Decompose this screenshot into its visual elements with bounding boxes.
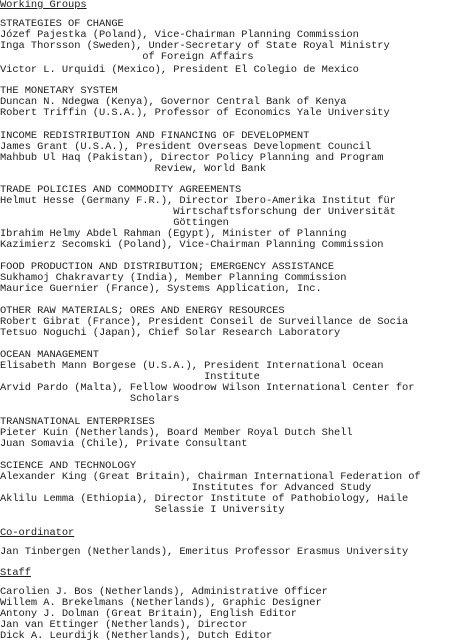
member-line: Robert Triffin (U.S.A.), Professor of Economics Yale University: [0, 107, 390, 119]
section-heading: SCIENCE AND TECHNOLOGY: [0, 460, 137, 472]
member-line-continuation: Institutes for Advanced Study: [0, 482, 372, 494]
member-line-continuation: Institute: [0, 371, 260, 383]
member-line: Elisabeth Mann Borgese (U.S.A.), President International Ocean: [0, 360, 384, 372]
member-line-continuation: Göttingen: [0, 217, 229, 229]
member-line: Sukhamoj Chakravarty (India), Member Planning Commission: [0, 272, 347, 284]
heading-working-groups: Working Groups: [0, 0, 87, 11]
member-line-continuation: Wirtschaftsforschung der Universität: [0, 206, 396, 218]
member-line: James Grant (U.S.A.), President Overseas Development Council: [0, 141, 372, 153]
section-heading: THE MONETARY SYSTEM: [0, 85, 118, 97]
member-line-continuation: Scholars: [0, 393, 180, 405]
member-line-continuation: Review, World Bank: [0, 163, 266, 175]
section-heading: FOOD PRODUCTION AND DISTRIBUTION; EMERGENCY ASSISTANCE: [0, 261, 335, 273]
section-heading: TRADE POLICIES AND COMMODITY AGREEMENTS: [0, 184, 242, 196]
staff-line: Jan van Ettinger (Netherlands), Director: [0, 619, 248, 631]
member-line: Ibrahim Helmy Abdel Rahman (Egypt), Minister of Planning: [0, 228, 347, 240]
member-line: Inga Thorsson (Sweden), Under-Secretary of State Royal Ministry: [0, 40, 390, 52]
section-heading: TRANSNATIONAL ENTERPRISES: [0, 416, 155, 428]
member-line: Kazimierz Secomski (Poland), Vice-Chairman Planning Commission: [0, 239, 384, 251]
member-line: Arvid Pardo (Malta), Fellow Woodrow Wilson International Center for: [0, 382, 415, 394]
staff-line: Antony J. Dolman (Great Britain), English Editor: [0, 608, 297, 620]
member-line: Juan Somavia (Chile), Private Consultant: [0, 438, 248, 450]
heading-staff: Staff: [0, 567, 31, 579]
staff-line: Willem A. Brekelmans (Netherlands), Graphic Designer: [0, 597, 322, 609]
member-line-continuation: of Foreign Affairs: [0, 51, 254, 63]
section-heading: INCOME REDISTRIBUTION AND FINANCING OF DEVELOPMENT: [0, 130, 310, 142]
member-line-continuation: Selassie I University: [0, 504, 285, 516]
member-line: Aklilu Lemma (Ethiopia), Director Institute of Pathobiology, Haile: [0, 493, 409, 505]
section-heading: OCEAN MANAGEMENT: [0, 349, 99, 361]
member-line: Victor L. Urquidi (Mexico), President El Colegio de Mexico: [0, 64, 359, 76]
member-line: Jan Tinbergen (Netherlands), Emeritus Professor Erasmus University: [0, 546, 409, 558]
member-line: Duncan N. Ndegwa (Kenya), Governor Central Bank of Kenya: [0, 96, 347, 108]
heading-co-ordinator: Co-ordinator: [0, 527, 75, 539]
staff-line: Dick A. Leurdijk (Netherlands), Dutch Editor: [0, 630, 273, 642]
member-line: Mahbub Ul Haq (Pakistan), Director Policy Planning and Program: [0, 152, 384, 164]
member-line: Robert Gibrat (France), President Conseil de Surveillance de Socia: [0, 316, 409, 328]
member-line: Alexander King (Great Britain), Chairman International Federation of: [0, 471, 421, 483]
member-line: Maurice Guernier (France), Systems Application, Inc.: [0, 283, 322, 295]
staff-line: Carolien J. Bos (Netherlands), Administrative Officer: [0, 586, 328, 598]
section-heading: OTHER RAW MATERIALS; ORES AND ENERGY RESOURCES: [0, 305, 285, 317]
member-line: Helmut Hesse (Germany F.R.), Director Ibero-Amerika Institut für: [0, 195, 396, 207]
section-heading: STRATEGIES OF CHANGE: [0, 18, 124, 30]
member-line: Tetsuo Noguchi (Japan), Chief Solar Research Laboratory: [0, 327, 341, 339]
member-line: Pieter Kuin (Netherlands), Board Member Royal Dutch Shell: [0, 427, 353, 439]
member-line: Józef Pajestka (Poland), Vice-Chairman Planning Commission: [0, 29, 359, 41]
